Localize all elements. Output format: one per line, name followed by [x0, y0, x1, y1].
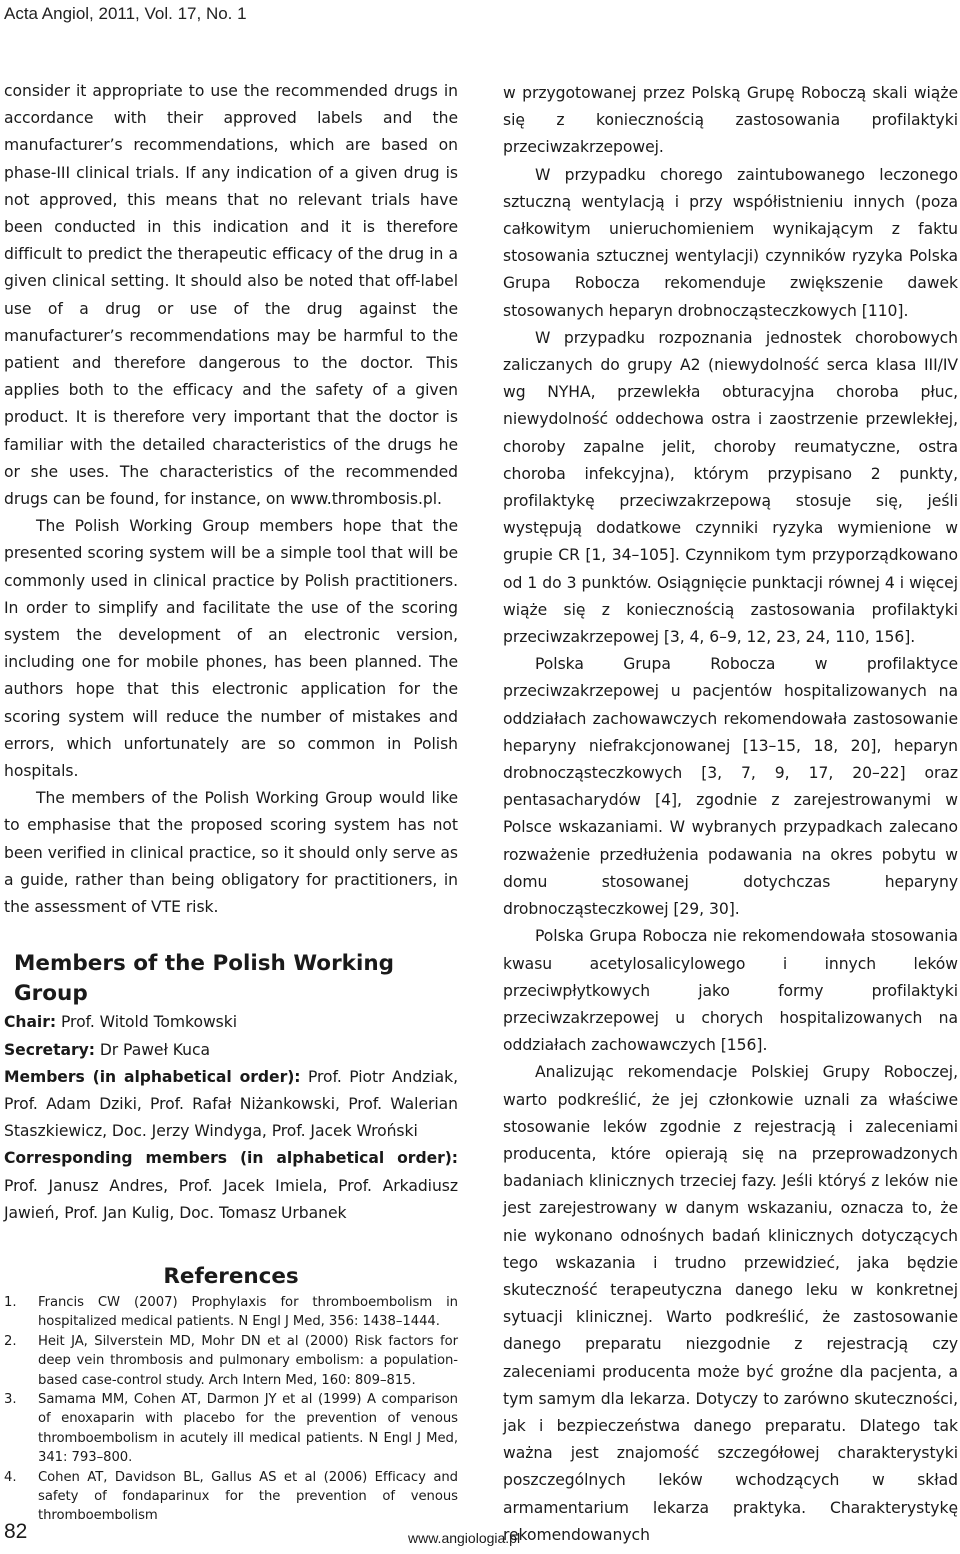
members-list: [4, 1009, 458, 1227]
reference-item: [4, 1468, 458, 1526]
secretary-label: Secretary:: [4, 1040, 95, 1059]
reference-number: 2.: [4, 1333, 17, 1349]
corresponding-value: Prof. Janusz Andres, Prof. Jacek Imiela, Prof. Arkadiusz Jawień, Prof. Jan Kulig, Doc. Tomasz Urbanek: [4, 1176, 458, 1222]
reference-text: Cohen AT, Davidson BL, Gallus AS et al (2006) Efficacy and safety of fondaparinux for the prevention of venous thromboembolism: [38, 1469, 458, 1524]
members-value: Prof. Piotr Andziak, Prof. Adam Dziki, Prof. Rafał Niżankowski, Prof. Walerian Staszkiewicz, Doc. Jerzy Windyga, Prof. Jacek Wroński: [4, 1067, 458, 1141]
left-column: [4, 78, 458, 1526]
reference-number: 4.: [4, 1469, 17, 1485]
chair-label: Chair:: [4, 1013, 57, 1032]
body-paragraph: The Polish Working Group members hope that the presented scoring system will be a simple tool that will be commonly used in clinical practice by Polish practitioners. In order to simplify and facilitate the use of the scoring system the development of an electronic version, including one for mobile phones, has been planned. The authors hope that this electronic application for the scoring system will reduce the number of mistakes and errors, which unfortunately are so common in Polish hospitals.: [4, 517, 458, 781]
page-number: 82: [4, 1520, 28, 1543]
corresponding-label: Corresponding members (in alphabetical order):: [4, 1149, 458, 1168]
running-head: Acta Angiol, 2011, Vol. 17, No. 1: [4, 4, 247, 23]
references-list: [4, 1293, 458, 1526]
reference-item: [4, 1390, 458, 1468]
members-heading: Members of the Polish Working Group: [14, 951, 395, 1007]
body-paragraph: Analizując rekomendacje Polskiej Grupy Roboczej, warto podkreślić, że jej członkowie uznali za właściwe stosowanie leków zgodnie z rejestracją i zaleceniami producenta, które opierają się na przeprowadzonych badaniach klinicznych trzeciej fazy. Jeśli któryś z leków nie jest zarejestrowany w danym wskazaniu, oznacza to, że nie wykonano odnośnych badań klinicznych dotyczących tego wskazania i trudno przewidzieć, jaka będzie skuteczność terapeutyczna danego leku w konkretnej sytuacji klinicznej. Warto podkreślić, że zastosowanie danego preparatu niezgodnie z rejestracją czy zaleceniami producenta może być groźne dla pacjenta, a tym samym dla lekarza. Dotyczy to zarówno skuteczności, jak i bezpieczeństwa danego preparatu. Dlatego tak ważna jest znajomość szczegółowej charakterystyki poszczególnych leków wchodzących w skład armamentarium lekarza praktyka. Charakterystykę rekomendowanych: [503, 1063, 958, 1544]
reference-item: [4, 1293, 458, 1332]
chair-value: Prof. Witold Tomkowski: [60, 1013, 237, 1032]
reference-text: Samama MM, Cohen AT, Darmon JY et al (1999) A comparison of enoxaparin with placebo for the prevention of venous thromboembolism in acutely ill medical patients. N Engl J Med, 341: 793–800.: [38, 1391, 458, 1466]
body-paragraph: consider it appropriate to use the recommended drugs in accordance with their approved labels and the manufacturer’s recommendations, which are based on phase-III clinical trials. If any indication of a given drug is not approved, this means that no relevant trials have been conducted in this indication and it is therefore difficult to predict the therapeutic efficacy of the drug in a given clinical setting. It should also be noted that off-label use of a drug or use of the drug against the manufacturer’s recommendations may be harmful to the patient and therefore dangerous to the doctor. This applies both to the efficacy and the safety of a given product. It is therefore very important that the doctor is familiar with the detailed characteristics of the drugs he or she uses. The characteristics of the recommended drugs can be found, for instance, on www.thrombosis.pl.: [4, 82, 458, 509]
reference-item: [4, 1332, 458, 1390]
body-paragraph: w przygotowanej przez Polską Grupę Roboczą skali wiąże się z koniecznością zastosowania profilaktyki przeciwzakrzepowej.: [503, 84, 958, 157]
reference-number: 3.: [4, 1391, 17, 1407]
reference-number: 1.: [4, 1294, 17, 1310]
body-paragraph: W przypadku rozpoznania jednostek chorobowych zaliczanych do grupy A2 (niewydolność serca klasa III/IV wg NYHA, przewlekła obturacyjna choroba płuc, niewydolność oddechowa ostra i zaostrzenie przewlekłej, choroby zapalne jelit, choroby reumatyczne, ostra choroba infekcyjna), którym przypisano 2 punkty, profilaktykę przeciwzakrzepową stosuje się, jeśli występują dodatkowe czynniki ryzyka wymienione w grupie CR [1, 34–105]. Czynnikom tym przyporządkowano od 1 do 3 punktów. Osiągnięcie punktacji równej 4 i więcej wiąże się z koniecznością zastosowania profilaktyki przeciwzakrzepowej [3, 4, 6–9, 12, 23, 24, 110, 156].: [503, 328, 958, 647]
members-label: Members (in alphabetical order):: [4, 1067, 301, 1086]
reference-text: Francis CW (2007) Prophylaxis for thromboembolism in hospitalized medical patients. N Engl J Med, 356: 1438–1444.: [38, 1294, 458, 1330]
body-paragraph: The members of the Polish Working Group would like to emphasise that the proposed scoring system has not been verified in clinical practice, so it should only serve as a guide, rather than being obligatory for practitioners, in the assessment of VTE risk.: [4, 789, 458, 917]
body-paragraph: Polska Grupa Robocza w profilaktyce przeciwzakrzepowej u pacjentów hospitalizowanych na oddziałach zachowawczych rekomendowała zastosowanie heparyny niefrakcjonowanej [13–15, 18, 20], heparyn drobnocząsteczkowych [3, 7, 9, 17, 20–22] oraz pentasacharydów [4], zgodnie z zarejestrowanymi w Polsce wskazaniami. W wybranych przypadkach zalecano rozważenie przedłużenia podawania na okres pobytu w domu stosowanej dotychczas heparyny drobnocząsteczkowej [29, 30].: [503, 655, 958, 919]
body-paragraph: W przypadku chorego zaintubowanego leczonego sztuczną wentylacją i przy współistnieniu innych (poza całkowitym unieruchomieniem wynikającym z faktu stosowania sztucznej wentylacji) czynników ryzyka Polska Grupa Robocza rekomenduje zwiększenie dawek stosowanych heparyn drobnocząsteczkowych [110].: [503, 165, 958, 320]
reference-text: Heit JA, Silverstein MD, Mohr DN et al (2000) Risk factors for deep vein thrombosis and pulmonary embolism: a population-based case-control study. Arch Intern Med, 160: 809–815.: [38, 1333, 458, 1388]
secretary-value: Dr Paweł Kuca: [99, 1040, 210, 1059]
body-paragraph: Polska Grupa Robocza nie rekomendowała stosowania kwasu acetylosalicylowego i innych leków przeciwpłytkowych jako formy profilaktyki przeciwzakrzepowej u chorych hospitalizowanych na oddziałach zachowawczych [156].: [503, 927, 958, 1055]
references-heading: References: [163, 1263, 299, 1289]
right-column: [503, 80, 958, 1549]
journal-url: www.angiologia.pl: [408, 1530, 521, 1546]
